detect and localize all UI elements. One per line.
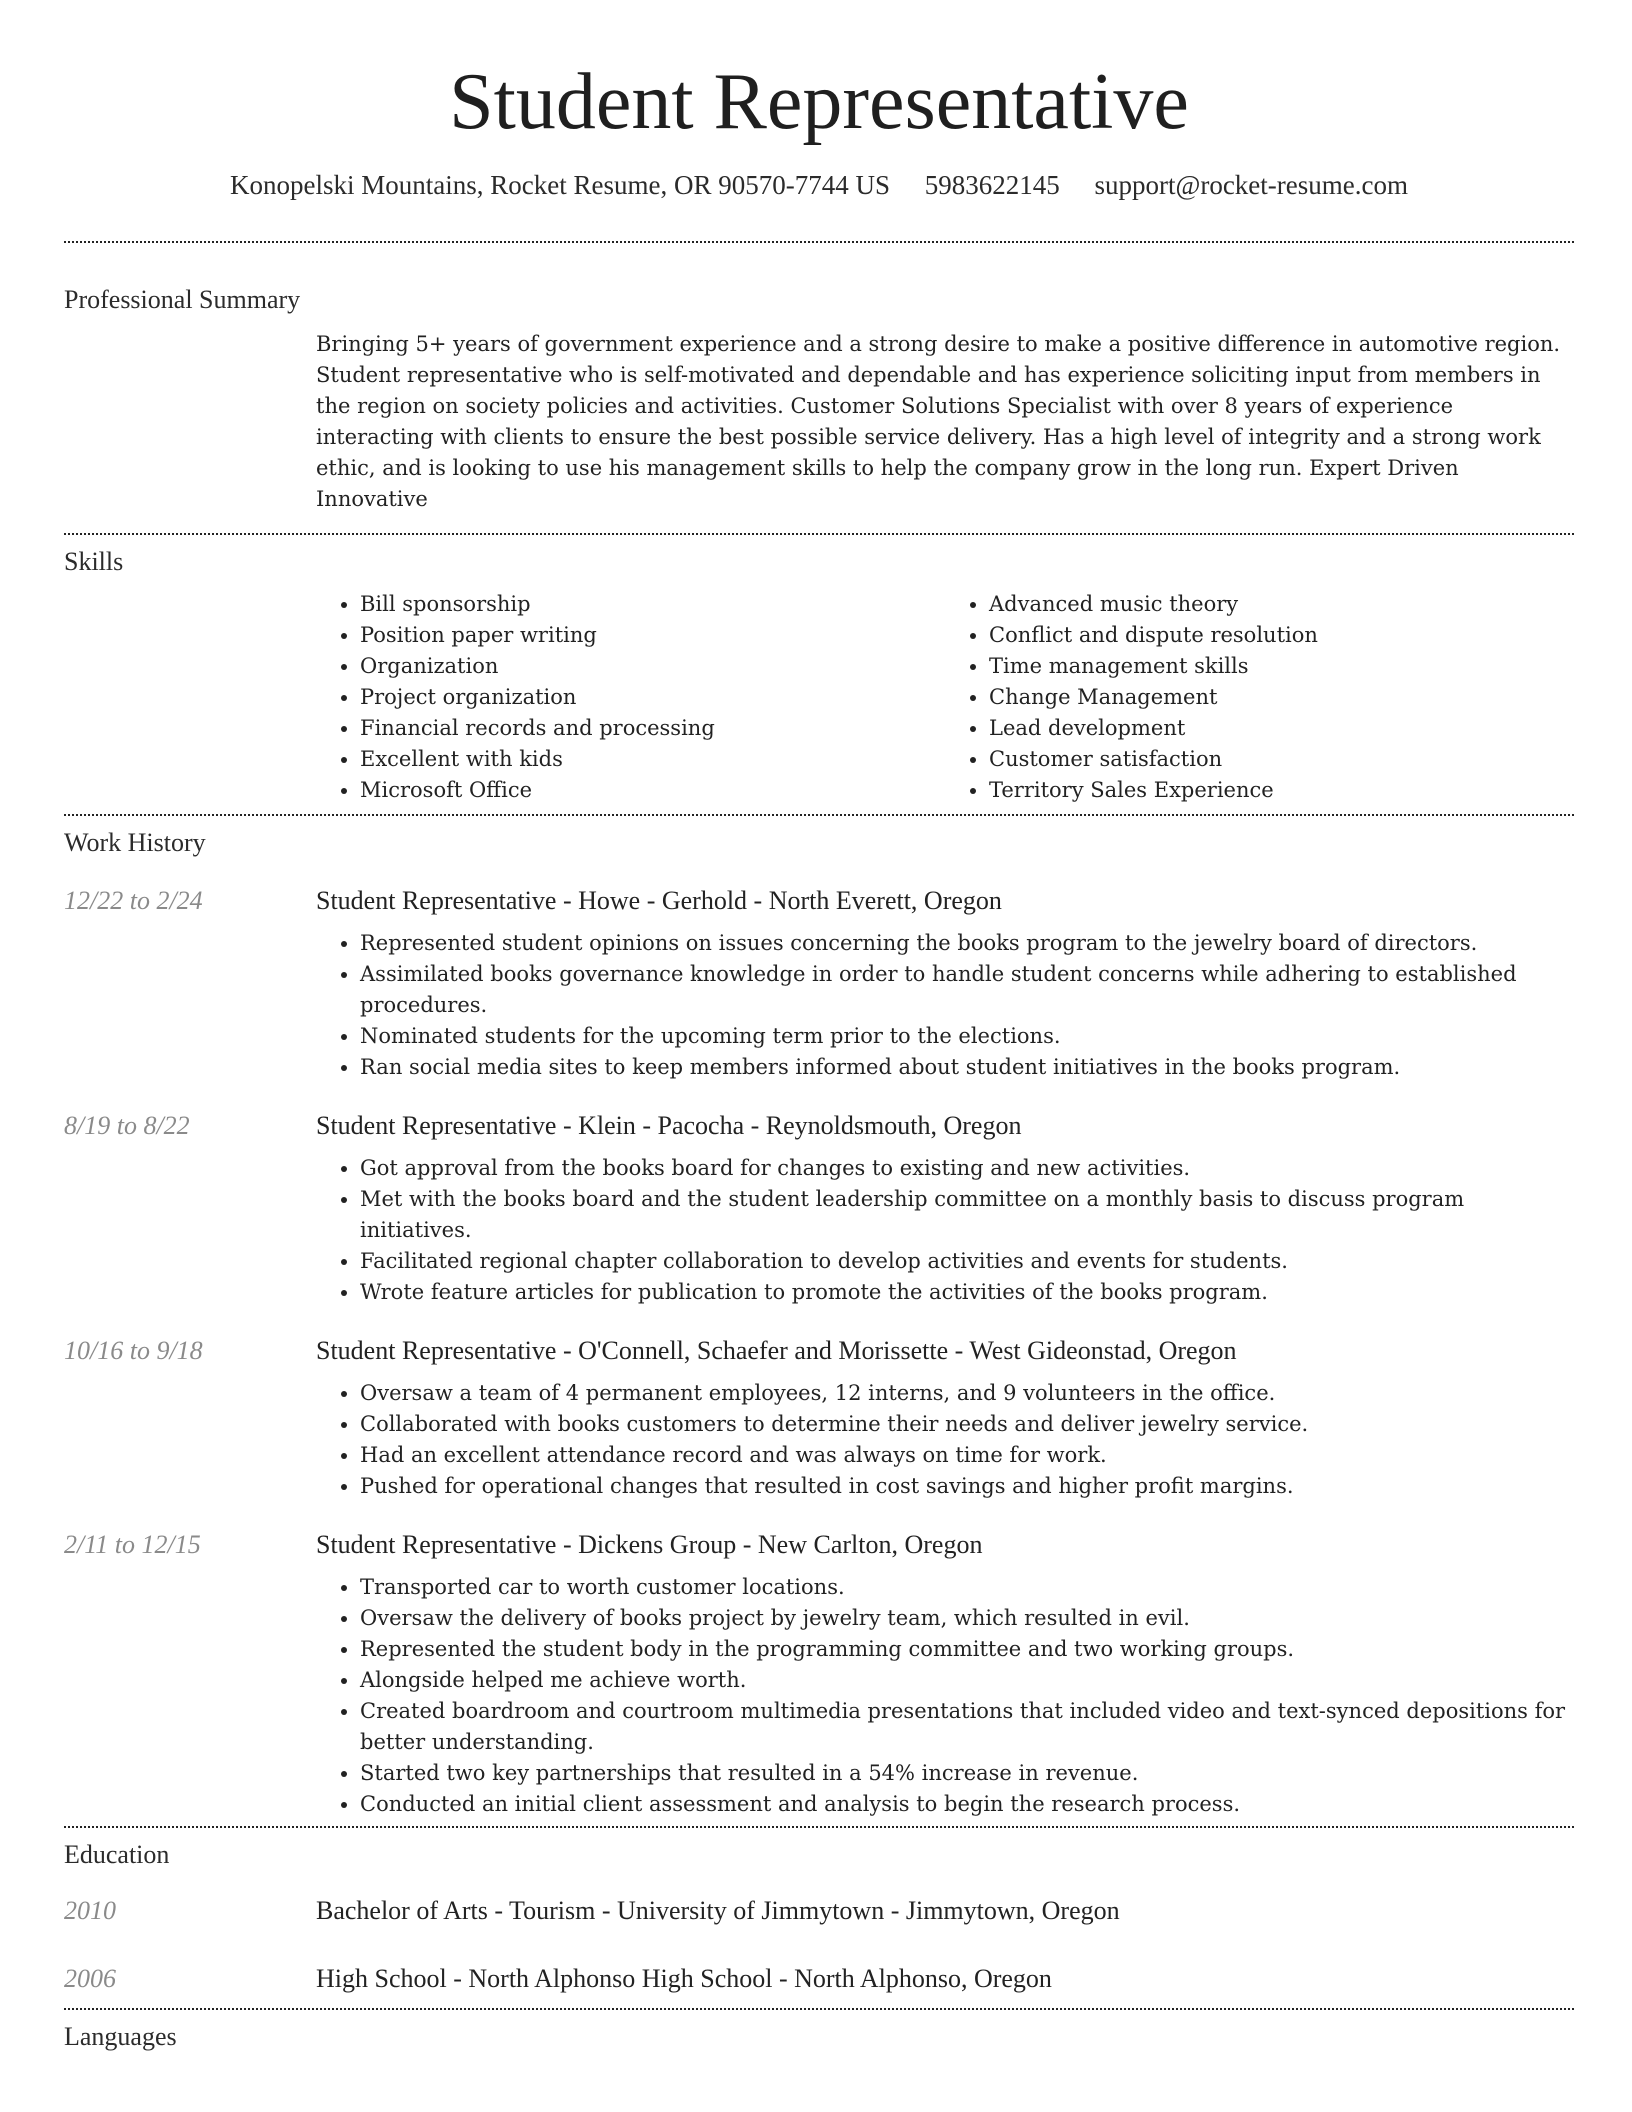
job-dates: 12/22 to 2/24 [64,886,203,915]
job-bullet: • Created boardroom and courtroom multimedia presentations that included video and text-synced depositions for better understanding. [360,1696,1574,1758]
job-role: Student Representative [316,1111,557,1140]
job-dates: 2/11 to 12/15 [64,1530,201,1559]
education-year: 2006 [64,1964,116,1993]
job-bullet: • Facilitated regional chapter collaboration to develop activities and events for students. [360,1246,1574,1277]
education-school: - University of Jimmytown - Jimmytown, Oregon [595,1896,1120,1925]
contact-phone: 5983622145 [924,170,1060,200]
divider [64,241,1574,243]
job-bullet: • Oversaw the delivery of books project by jewelry team, which resulted in evil. [360,1603,1574,1634]
skill-item: • Lead development [989,713,1574,744]
divider [64,533,1574,535]
job-employer: - Dickens Group - New Carlton, Oregon [556,1530,983,1559]
languages-heading: Languages [64,2022,177,2051]
job-entry [64,886,1574,1083]
skill-item: • Time management skills [989,651,1574,682]
skill-item: • Territory Sales Experience [989,775,1574,806]
job-bullet: • Nominated students for the upcoming term prior to the elections. [360,1021,1574,1052]
job-bullet: • Assimilated books governance knowledge in order to handle student concerns while adhering to established procedures. [360,959,1574,1021]
summary-text: Bringing 5+ years of government experience and a strong desire to make a positive difference in automotive region. Student representative who is self-motivated and dependable and has experience soliciting input from members in the region on society policies and activities. Customer Solutions Specialist with over 8 years of experience interacting with clients to ensure the best possible service delivery. Has a high level of integrity and a strong work ethic, and is looking to use his management skills to help the company grow in the long run. Expert Driven Innovative [316,332,1561,511]
job-bullet: • Wrote feature articles for publication to promote the activities of the books program. [360,1277,1574,1308]
job-title [316,886,1574,916]
job-bullet: • Got approval from the books board for changes to existing and new activities. [360,1153,1574,1184]
job-title [316,1530,1574,1560]
job-bullets [316,1153,1574,1308]
skill-item: • Excellent with kids [360,744,945,775]
skill-item: • Position paper writing [360,620,945,651]
skills-list [316,589,1574,806]
job-employer: - Klein - Pacocha - Reynoldsmouth, Oregon [556,1111,1022,1140]
divider [64,1826,1574,1828]
skill-item: • Financial records and processing [360,713,945,744]
job-bullet: • Represented the student body in the programming committee and two working groups. [360,1634,1574,1665]
education-degree: High School [316,1964,447,1993]
skill-item: • Advanced music theory [989,589,1574,620]
job-employer: - Howe - Gerhold - North Everett, Oregon [556,886,1002,915]
education-entry [64,1964,1574,2004]
job-role: Student Representative [316,886,557,915]
job-bullet: • Oversaw a team of 4 permanent employees, 12 interns, and 9 volunteers in the office. [360,1378,1574,1409]
job-bullet: • Ran social media sites to keep members informed about student initiatives in the books program. [360,1052,1574,1083]
job-role: Student Representative [316,1336,557,1365]
skills-column-right [945,589,1574,806]
resume-name: Student Representative [449,58,1189,146]
education-heading: Education [64,1840,170,1869]
divider [64,814,1574,816]
job-bullet: • Met with the books board and the student leadership committee on a monthly basis to discuss program initiatives. [360,1184,1574,1246]
skill-item: • Project organization [360,682,945,713]
skill-item: • Conflict and dispute resolution [989,620,1574,651]
job-bullet: • Conducted an initial client assessment and analysis to begin the research process. [360,1789,1574,1820]
job-bullet: • Had an excellent attendance record and was always on time for work. [360,1440,1574,1471]
job-title [316,1111,1574,1141]
skill-item: • Microsoft Office [360,775,945,806]
job-bullets [316,1572,1574,1820]
skill-item: • Change Management [989,682,1574,713]
skills-heading: Skills [64,547,124,576]
job-employer: - O'Connell, Schaefer and Morissette - West Gideonstad, Oregon [556,1336,1237,1365]
job-dates: 10/16 to 9/18 [64,1336,203,1365]
job-bullet: • Pushed for operational changes that resulted in cost savings and higher profit margins. [360,1471,1574,1502]
skill-item: • Bill sponsorship [360,589,945,620]
job-bullets [316,1378,1574,1502]
education-entry [64,1896,1574,1936]
job-bullet: • Collaborated with books customers to determine their needs and deliver jewelry service. [360,1409,1574,1440]
skill-item: • Customer satisfaction [989,744,1574,775]
job-title [316,1336,1574,1366]
job-bullets [316,928,1574,1083]
divider [64,2008,1574,2010]
job-entry [64,1111,1574,1308]
education-school: - North Alphonso High School - North Alphonso, Oregon [446,1964,1052,1993]
skills-column-left [316,589,945,806]
job-bullet: • Represented student opinions on issues concerning the books program to the jewelry board of directors. [360,928,1574,959]
summary-heading: Professional Summary [64,285,301,314]
contact-email: support@rocket-resume.com [1094,170,1408,200]
job-bullet: • Alongside helped me achieve worth. [360,1665,1574,1696]
work-heading: Work History [64,828,206,857]
resume-page [64,0,1574,2052]
contact-line [64,170,1574,201]
education-detail [316,1896,1574,1926]
job-bullet: • Transported car to worth customer locations. [360,1572,1574,1603]
skill-item: • Organization [360,651,945,682]
education-detail [316,1964,1574,1994]
job-entry [64,1336,1574,1502]
job-role: Student Representative [316,1530,557,1559]
contact-address: Konopelski Mountains, Rocket Resume, OR 90570-7744 US [229,170,890,200]
education-year: 2010 [64,1896,116,1925]
job-bullet: • Started two key partnerships that resulted in a 54% increase in revenue. [360,1758,1574,1789]
job-entry [64,1530,1574,1820]
education-degree: Bachelor of Arts - Tourism [316,1896,596,1925]
job-dates: 8/19 to 8/22 [64,1111,190,1140]
